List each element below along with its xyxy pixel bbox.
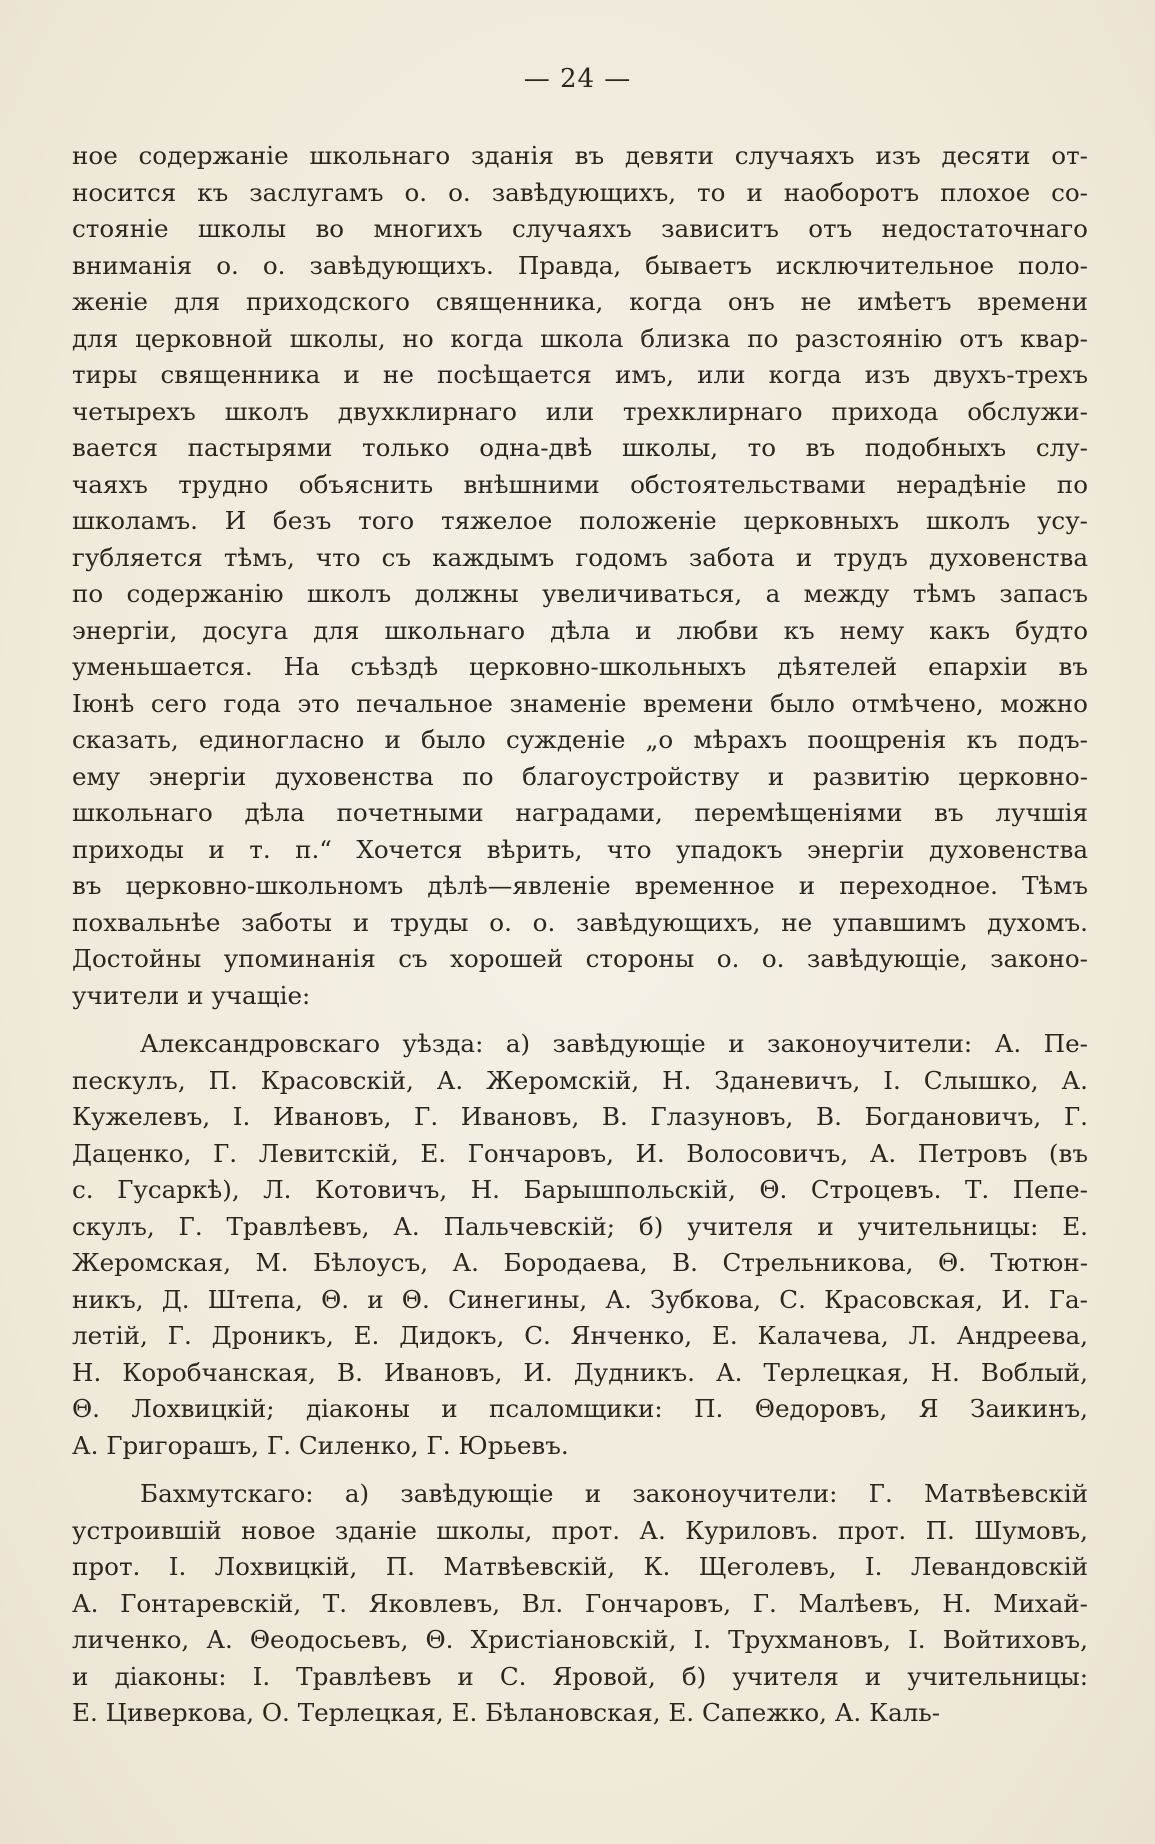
text-line: Θ. Лохвицкій; діаконы и псаломщики: П. Θедоровъ, Я Заикинъ,	[72, 1394, 1088, 1423]
text-line: тиры священника и не посѣщается имъ, или когда изъ двухъ-трехъ	[72, 360, 1088, 389]
text-line: чаяхъ трудно объяснить внѣшними обстоятельствами нерадѣніе по	[72, 469, 1088, 499]
text-line: прот. І. Лохвицкій, П. Матвѣевскій, К. Щеголевъ, І. Левандовскій	[72, 1552, 1088, 1581]
text-line: приходы и т. п.“ Хочется вѣрить, что упадокъ энергіи духовенства	[72, 834, 1088, 864]
text-line: пескулъ, П. Красовскій, А. Жеромскій, Н. Зданевичъ, І. Слышко, А.	[72, 1065, 1088, 1095]
paragraph	[72, 1026, 1088, 1464]
text-line: губляется тѣмъ, что съ каждымъ годомъ забота и трудъ духовенства	[72, 542, 1088, 572]
text-line: скулъ, Г. Травлѣевъ, А. Пальчевскій; б) учителя и учительницы: Е.	[72, 1211, 1088, 1241]
text-line: ему энергіи духовенства по благоустройству и развитію церковно-	[72, 761, 1088, 791]
text-line: и діаконы: І. Травлѣевъ и С. Яровой, б) учителя и учительницы:	[72, 1661, 1088, 1691]
paragraph	[72, 1476, 1088, 1732]
text-line: А. Гонтаревскій, Т. Яковлевъ, Вл. Гончаровъ, Г. Малѣевъ, Н. Михай-	[72, 1588, 1088, 1618]
text-line: уменьшается. На съѣздѣ церковно-школьныхъ дѣятелей епархіи въ	[72, 652, 1088, 681]
text-line: женіе для приходского священника, когда онъ не имѣетъ времени	[72, 287, 1088, 316]
text-line: четырехъ школъ двухклирнаго или трехклирнаго прихода обслужи-	[72, 396, 1088, 426]
text-line: Даценко, Г. Левитскій, Е. Гончаровъ, И. Волосовичъ, А. Петровъ (въ	[72, 1138, 1088, 1168]
text-line: летій, Г. Дроникъ, Е. Дидокъ, С. Янченко, Е. Калачева, Л. Андреева,	[72, 1321, 1088, 1350]
text-line: вниманія о. о. завѣдующихъ. Правда, бываетъ исключительное поло-	[72, 250, 1088, 280]
text-line: Е. Циверкова, О. Терлецкая, Е. Бѣлановская, Е. Сапежко, А. Каль-	[72, 1698, 941, 1727]
text-line: ное содержаніе школьнаго зданія въ девяти случаяхъ изъ десяти от-	[72, 141, 1088, 170]
text-line: Кужелевъ, І. Ивановъ, Г. Ивановъ, В. Глазуновъ, В. Богдановичъ, Г.	[72, 1102, 1088, 1131]
text-line: устроившій новое зданіе школы, прот. А. Куриловъ. прот. П. Шумовъ,	[72, 1515, 1088, 1545]
text-body	[72, 138, 1088, 1732]
text-line: Бахмутскаго: а) завѣдующіе и законоучители: Г. Матвѣевскій	[140, 1479, 1088, 1508]
text-line: с. Гусаркѣ), Л. Котовичъ, Н. Барышпольскій, Θ. Строцевъ. Т. Пепе-	[72, 1175, 1088, 1204]
text-line: Іюнѣ сего года это печальное знаменіе времени было отмѣчено, можно	[72, 688, 1088, 718]
text-line: Александровскаго уѣзда: а) завѣдующіе и законоучители: А. Пе-	[140, 1029, 1088, 1058]
page-number: — 24 —	[523, 64, 632, 94]
text-line: по содержанію школъ должны увеличиваться, а между тѣмъ запасъ	[72, 579, 1088, 608]
text-line: энергіи, досуга для школьнаго дѣла и любви къ нему какъ будто	[72, 615, 1088, 645]
text-line: вается пастырями только одна-двѣ школы, то въ подобныхъ слу-	[72, 433, 1088, 462]
text-line: похвальнѣе заботы и труды о. о. завѣдующихъ, не упавшимъ духомъ.	[72, 907, 1088, 937]
paragraph-gap	[72, 1014, 1088, 1026]
text-line: стояніе школы во многихъ случаяхъ зависитъ отъ недостаточнаго	[72, 214, 1088, 243]
text-line: Жеромская, М. Бѣлоусъ, А. Бородаева, В. Стрельникова, Θ. Тютюн-	[72, 1248, 1088, 1277]
text-line: въ церковно-школьномъ дѣлѣ—явленіе временное и переходное. Тѣмъ	[72, 871, 1088, 900]
text-line: школамъ. И безъ того тяжелое положеніе церковныхъ школъ усу-	[72, 506, 1088, 535]
text-line: никъ, Д. Штепа, Θ. и Θ. Синегины, А. Зубкова, С. Красовская, И. Га-	[72, 1284, 1088, 1314]
text-line: школьнаго дѣла почетными наградами, перемѣщеніями въ лучшія	[72, 798, 1088, 827]
text-line: сказать, единогласно и было сужденіе „о мѣрахъ поощренія къ подъ-	[72, 725, 1088, 754]
paragraph	[72, 138, 1088, 1014]
text-line: личенко, А. Θеодосьевъ, Θ. Христіановскій, І. Трухмановъ, І. Войтиховъ,	[72, 1625, 1088, 1654]
text-line: А. Григорашъ, Г. Силенко, Г. Юрьевъ.	[72, 1430, 569, 1460]
text-line: учители и учащіе:	[72, 980, 311, 1010]
paragraph-gap	[72, 1464, 1088, 1476]
text-line: носится къ заслугамъ о. о. завѣдующихъ, то и наоборотъ плохое со-	[72, 177, 1088, 207]
text-line: Н. Коробчанская, В. Ивановъ, И. Дудникъ. А. Терлецкая, Н. Воблый,	[72, 1357, 1088, 1387]
text-line: Достойны упоминанія съ хорошей стороны о. о. завѣдующіе, законо-	[72, 944, 1088, 973]
text-line: для церковной школы, но когда школа близка по разстоянію отъ квар-	[72, 323, 1088, 353]
